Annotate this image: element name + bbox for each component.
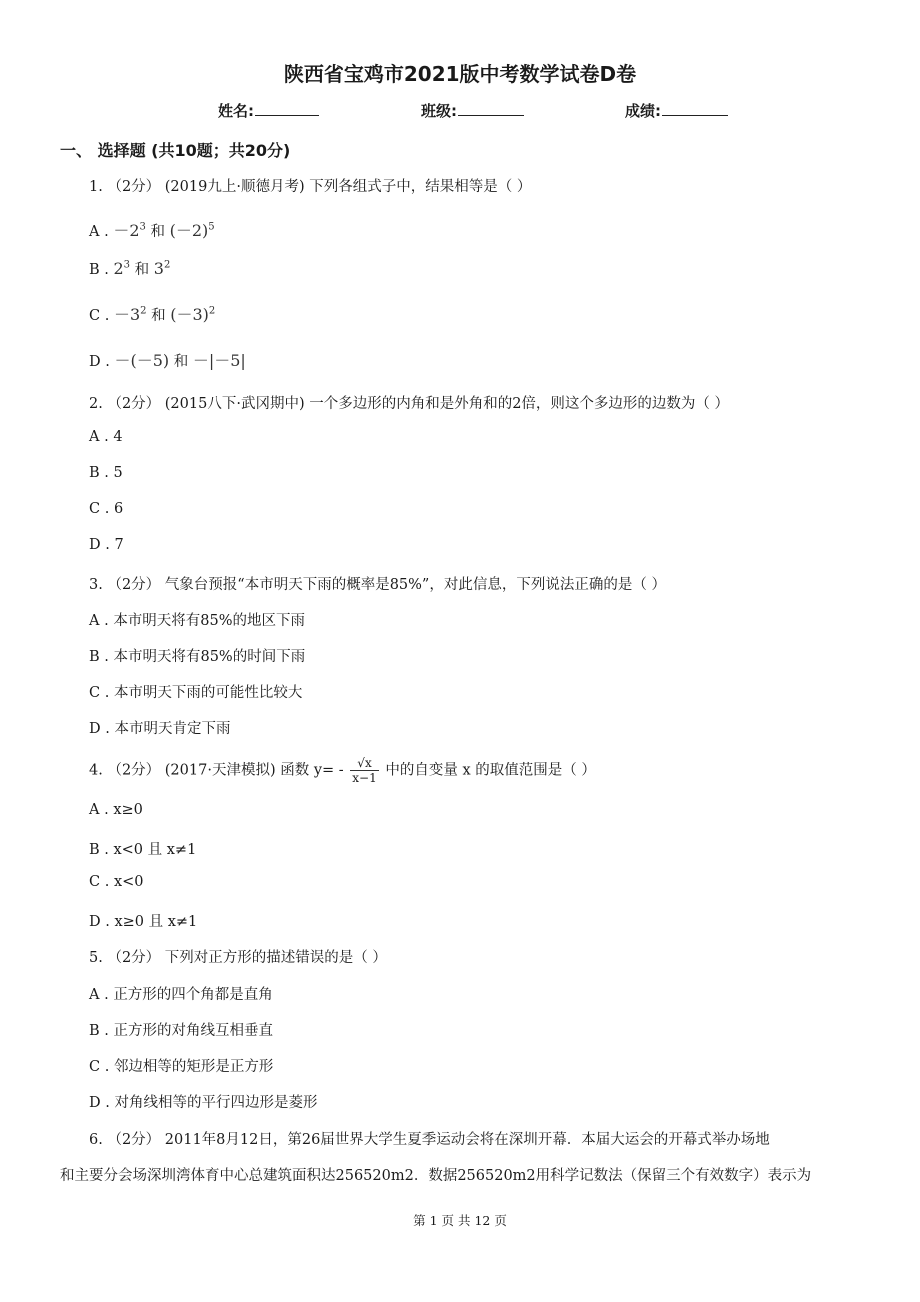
- math-expr: －(－5): [114, 351, 170, 370]
- question-4-stem: 4. （2分） (2017·天津模拟) 函数 y= - $\frac{√x}{x-1}$ 中的自变量 x 的取值范围是（ ）: [89, 756, 596, 785]
- score-label: 成绩:: [625, 102, 661, 120]
- math-expr: $-2^3$: [113, 221, 146, 240]
- question-1-option-b: B . $2^3$ 和 $3^2$: [89, 259, 171, 278]
- question-3-option-b: B . 本市明天将有85%的时间下雨: [89, 649, 306, 665]
- question-2-option-d: D . 7: [89, 537, 124, 553]
- question-3-option-a: A . 本市明天将有85%的地区下雨: [89, 613, 306, 629]
- score-blank: [662, 101, 728, 116]
- question-1-option-a: A . $-2^3$ 和 $(-2)^5$: [89, 221, 215, 240]
- fraction: $\frac{√x}{x-1}$: [352, 756, 377, 785]
- score-field: [625, 100, 728, 121]
- math-expr: －|－5|: [192, 351, 246, 370]
- question-5-option-c: C . 邻边相等的矩形是正方形: [89, 1059, 274, 1075]
- question-6-stem: 6. （2分） 2011年8月12日，第26届世界大学生夏季运动会将在深圳开幕．本届大运会的开幕式举办场地: [89, 1132, 770, 1148]
- question-2-stem: 2. （2分） (2015八下·武冈期中) 一个多边形的内角和是外角和的2倍，则这个多边形的边数为（ ）: [89, 396, 730, 412]
- question-5-stem: 5. （2分） 下列对正方形的描述错误的是（ ）: [89, 950, 387, 966]
- page-footer: 第 1 页 共 12 页: [413, 1213, 507, 1228]
- question-1-stem: 1. （2分） (2019九上·顺德月考) 下列各组式子中，结果相等是（ ）: [89, 179, 532, 195]
- question-2-option-b: B . 5: [89, 465, 123, 481]
- name-field: [218, 100, 319, 121]
- question-5-option-d: D . 对角线相等的平行四边形是菱形: [89, 1095, 318, 1111]
- name-label: 姓名:: [218, 102, 254, 120]
- section-heading: 一、 选择题 (共10题；共20分): [60, 141, 291, 160]
- math-expr: $2^3$: [113, 259, 131, 278]
- question-4-option-a: A . x≥0: [89, 802, 143, 818]
- question-1-option-d: D . －(－5) 和 －|－5|: [89, 351, 246, 370]
- question-5-option-a: A . 正方形的四个角都是直角: [89, 987, 273, 1003]
- name-blank: [255, 101, 319, 116]
- class-blank: [458, 101, 524, 116]
- question-2-option-c: C . 6: [89, 501, 124, 517]
- math-expr: $3^2$: [153, 259, 171, 278]
- question-1-option-c: C . $-3^2$ 和 $(-3)^2$: [89, 305, 216, 324]
- question-6-stem-continued: 和主要分会场深圳湾体育中心总建筑面积达256520m2．数据256520m2用科学记数法（保留三个有效数字）表示为: [60, 1168, 812, 1184]
- question-4-option-c: C . x<0: [89, 874, 144, 890]
- math-expr: $(-3)^2$: [170, 305, 216, 324]
- math-expr: $(-2)^5$: [169, 221, 215, 240]
- question-4-option-d: D . x≥0 且 x≠1: [89, 914, 198, 930]
- question-5-option-b: B . 正方形的对角线互相垂直: [89, 1023, 273, 1039]
- math-expr: $-3^2$: [113, 305, 147, 324]
- question-3-stem: 3. （2分） 气象台预报“本市明天下雨的概率是85%”，对此信息，下列说法正确的是（ ）: [89, 577, 666, 593]
- question-3-option-c: C . 本市明天下雨的可能性比较大: [89, 685, 303, 701]
- class-label: 班级:: [421, 102, 457, 120]
- question-2-option-a: A . 4: [89, 429, 123, 445]
- page-title: 陕西省宝鸡市2021版中考数学试卷D卷: [283, 62, 637, 86]
- class-field: [421, 100, 524, 121]
- question-4-option-b: B . x<0 且 x≠1: [89, 842, 197, 858]
- question-3-option-d: D . 本市明天肯定下雨: [89, 721, 231, 737]
